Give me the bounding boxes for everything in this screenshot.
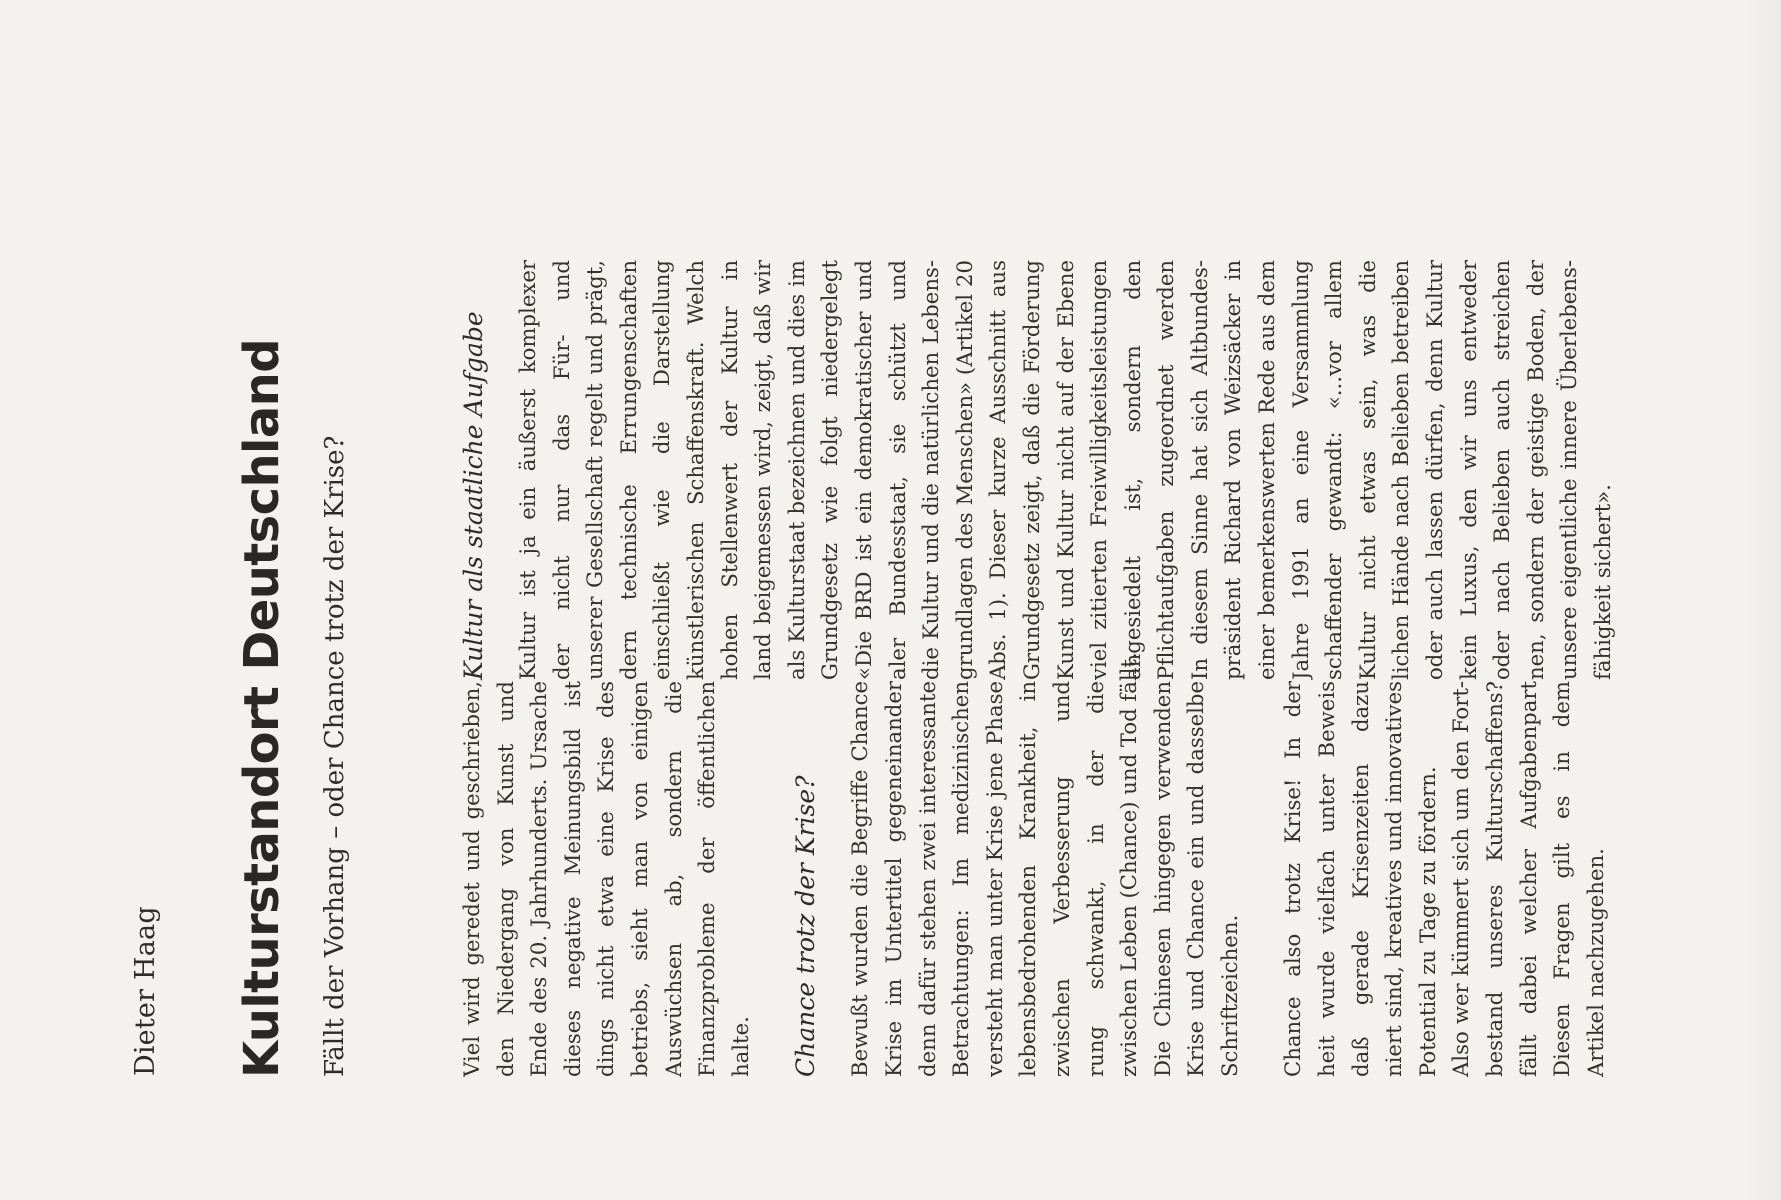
closing-paragraph: [1276, 681, 1612, 1077]
text-line: land beigemessen wird, zeigt, daß wir: [750, 260, 776, 680]
text-line: dern technische Errungenschaften: [615, 260, 641, 680]
text-line: «Die BRD ist ein demokratischer und: [850, 260, 876, 680]
text-line: fähigkeit sichert».: [1590, 484, 1615, 680]
text-line: Betrachtungen: Im medizinischen: [948, 681, 974, 1077]
text-line: bestand unseres Kulturschaffens?: [1482, 681, 1508, 1077]
text-line: Krise und Chance ein und dasselbe: [1183, 681, 1209, 1077]
text-line: Ende des 20. Jahrhunderts. Ursache: [526, 681, 552, 1077]
text-line: dieses negative Meinungsbild ist: [559, 681, 585, 1077]
text-line: Die Chinesen hingegen verwenden: [1149, 681, 1175, 1077]
text-line: betriebs, sieht man von einigen: [626, 681, 652, 1077]
text-line: lebensbedrohenden Krankheit, in: [1015, 681, 1041, 1077]
text-line: In diesem Sinne hat sich Altbundes-: [1186, 260, 1212, 680]
text-line: Chance also trotz Krise! In der: [1280, 681, 1306, 1077]
text-line: rung schwankt, in der die: [1082, 681, 1108, 1077]
text-line: oder auch lassen dürfen, denn Kultur: [1422, 260, 1448, 680]
section-heading-kultur: Kultur als staatliche Aufgabe: [459, 311, 488, 680]
chance-paragraph: [843, 652, 1246, 1077]
text-line: lichen Hände nach Belieben betreiben: [1388, 260, 1414, 680]
text-line: dings nicht etwa eine Krise des: [593, 681, 619, 1077]
right-column: [455, 260, 1620, 680]
text-line: einschließt wie die Darstellung: [649, 260, 675, 680]
text-line: kein Luxus, den wir uns entweder: [1455, 260, 1481, 680]
scan-edge-shadow: [1741, 0, 1781, 1200]
text-line: hohen Stellenwert der Kultur in: [716, 260, 742, 680]
text-line: fällt dabei welcher Aufgabenpart: [1515, 681, 1541, 1077]
text-line: die Kultur und die natürlichen Lebens-: [918, 260, 944, 680]
text-line: grundlagen des Menschen» (Artikel 20: [951, 260, 977, 680]
text-line: daß gerade Krisenzeiten dazu: [1347, 681, 1373, 1077]
text-line: Potential zu Tage zu fördern.: [1414, 766, 1440, 1077]
text-line: präsident Richard von Weizsäcker in: [1220, 260, 1246, 680]
article-subtitle: Fällt der Vorhang – oder Chance trotz der Krise?: [320, 435, 350, 1077]
text-line: angesiedelt ist, sondern den: [1119, 260, 1145, 680]
text-line: Viel wird geredet und geschrieben,: [459, 681, 484, 1077]
text-line: Grundgesetz zeigt, daß die Förderung: [1018, 260, 1044, 680]
text-line: Also wer kümmert sich um den Fort-: [1448, 681, 1474, 1077]
text-line: künstlerischen Schaffenskraft. Welch: [682, 260, 708, 680]
text-line: Bewußt wurden die Begriffe Chance: [847, 681, 873, 1077]
text-line: schaffender gewandt: «...vor allem: [1321, 260, 1347, 680]
text-line: unsere eigentliche innere Überlebens-: [1556, 260, 1582, 680]
text-line: aler Bundesstaat, sie schützt und: [884, 260, 910, 680]
text-line: heit wurde vielfach unter Beweis: [1314, 681, 1340, 1077]
kultur-paragraph: [511, 260, 1620, 680]
text-line: einer bemerkenswerten Rede aus dem: [1254, 260, 1280, 680]
text-line: niert sind, kreatives und innovatives: [1381, 681, 1407, 1077]
text-line: nen, sondern der geistige Boden, der: [1522, 260, 1548, 680]
text-line: Grundgesetz wie folgt niedergelegt: [817, 260, 843, 680]
text-line: versteht man unter Krise jene Phase: [981, 681, 1007, 1077]
text-line: Abs. 1). Dieser kurze Ausschnitt aus: [985, 260, 1011, 680]
text-line: Kultur nicht etwas sein, was die: [1354, 260, 1380, 680]
text-line: als Kulturstaat bezeichnen und dies im: [783, 260, 809, 680]
text-line: zwischen Verbesserung und: [1048, 681, 1074, 1077]
author-name: Dieter Haag: [130, 906, 161, 1076]
text-line: Pflichtaufgaben zugeordnet werden: [1153, 260, 1179, 680]
text-line: Kultur ist ja ein äußerst komplexer: [515, 260, 540, 680]
text-line: Kunst und Kultur nicht auf der Ebene: [1052, 260, 1078, 680]
text-line: Jahre 1991 an eine Versammlung: [1287, 260, 1313, 680]
text-line: unserer Gesellschaft regelt und prägt,: [582, 260, 608, 680]
section-heading-chance: Chance trotz der Krise?: [791, 775, 821, 1077]
text-line: oder nach Belieben auch streichen: [1489, 260, 1515, 680]
text-line: Krise im Untertitel gegeneinander: [880, 681, 906, 1077]
text-line: viel zitierten Freiwilligkeitsleistungen: [1086, 260, 1112, 680]
text-line: Finanzprobleme der öffentlichen: [694, 681, 720, 1077]
text-line: Artikel nachzugehen.: [1582, 848, 1608, 1077]
text-line: zwischen Leben (Chance) und Tod fällt.: [1116, 652, 1142, 1077]
text-line: denn dafür stehen zwei interessante: [914, 681, 940, 1077]
text-line: Auswüchsen ab, sondern die: [660, 681, 686, 1077]
text-line: halte.: [727, 1016, 753, 1077]
text-line: Schriftzeichen.: [1216, 914, 1242, 1077]
left-column: [455, 652, 1612, 1077]
text-line: den Niedergang von Kunst und: [492, 681, 518, 1077]
text-line: Diesen Fragen gilt es in dem: [1549, 681, 1575, 1077]
text-line: der nicht nur das Für- und: [548, 260, 574, 680]
intro-paragraph: [455, 681, 757, 1077]
article-title: Kulturstandort Deutschland: [234, 339, 290, 1078]
